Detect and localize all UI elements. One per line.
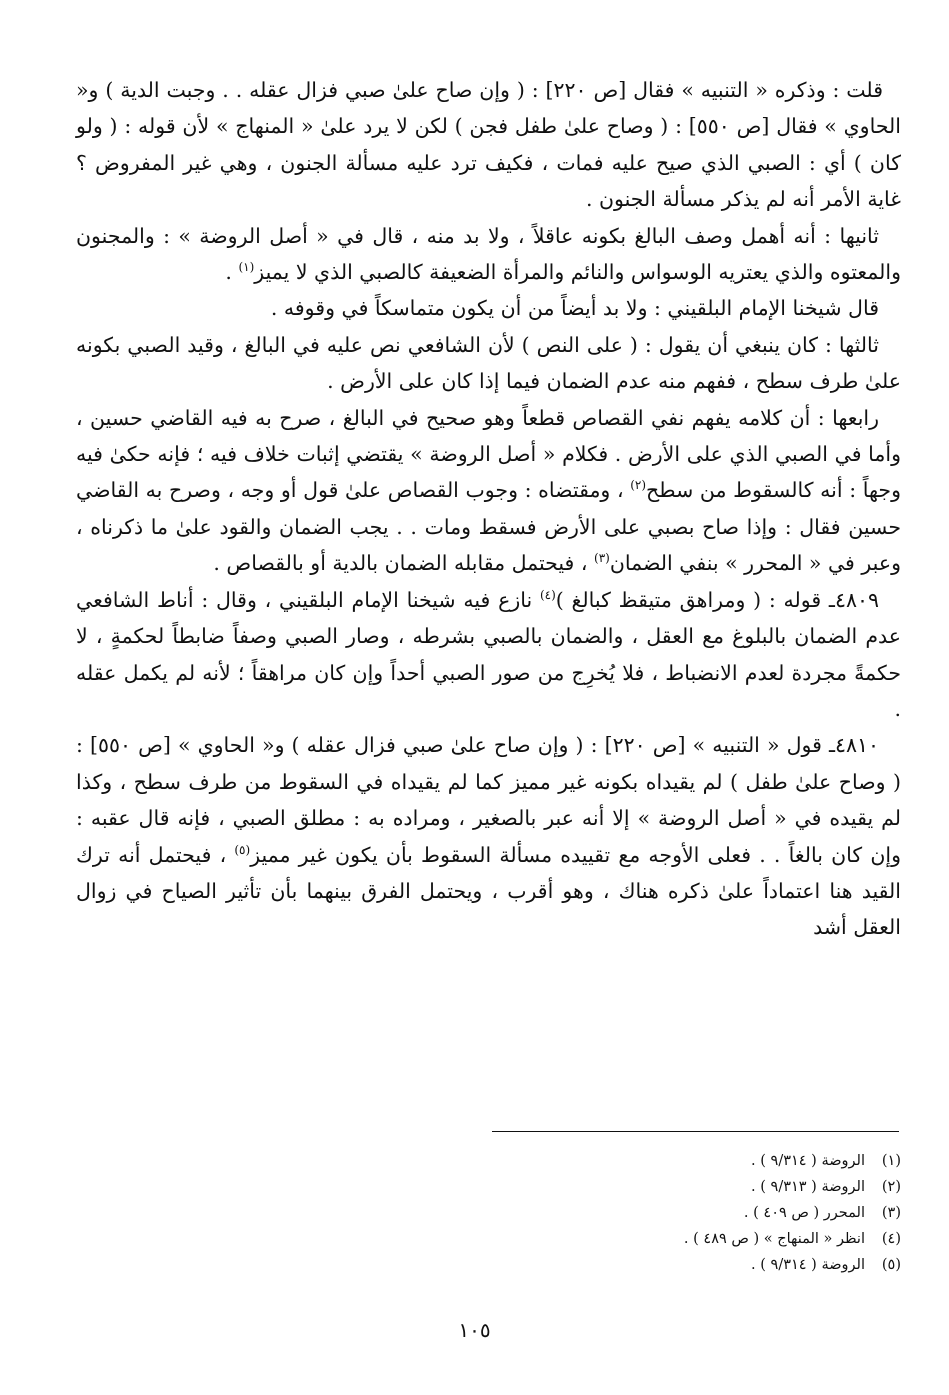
footnote-number: (١) xyxy=(881,1153,901,1169)
footnotes xyxy=(341,1148,901,1278)
footnote-item xyxy=(341,1200,901,1226)
footnote-text: انظر « المنهاج » ( ص ٤٨٩ ) . xyxy=(683,1231,865,1247)
page-number: ١٠٥ xyxy=(458,1318,491,1342)
footnote-text: الروضة ( ٩/٣١٣ ) . xyxy=(751,1179,865,1195)
paragraph-second: ثانيها : أنه أهمل وصف البالغ بكونه عاقلاً ، ولا بد منه ، قال في « أصل الروضة » : والمجنون والمعتوه والذي يعتريه الوسواس والنائم والمرأة الضعيفة كالصبي الذي لا يميز$^{(١)}$ . xyxy=(76,223,901,285)
footnote-item xyxy=(341,1174,901,1200)
footnote-mark: (٥) xyxy=(234,842,251,857)
footnote-mark: (٤) xyxy=(539,587,556,602)
footnote-text: المحرر ( ص ٤٠٩ ) . xyxy=(743,1205,865,1221)
footnote-text: الروضة ( ٩/٣١٤ ) . xyxy=(751,1153,865,1169)
footnote-item xyxy=(341,1148,901,1174)
footnote-mark: (١) xyxy=(238,260,255,275)
paragraph-4810: ٤٨١٠ـ قول « التنبيه » [ص ٢٢٠] : ( وإن صاح علىٰ صبي فزال عقله ) و« الحاوي » [ص ٥٥٠] : ( وصاح علىٰ طفل ) لم يقيداه بكونه غير مميز كما لم يقيداه في السقوط من طرف سطح ، وكذا لم يقيده في « أصل الروضة » إلا أنه عبر بالصغير ، ومراده به : مطلق الصبي ، فإنه قال عقبه : وإن كان بالغاً . . فعلى الأوجه مع تقييده مسألة السقوط بأن يكون غير مميز$^{(٥)}$ ، فيحتمل أنه ترك القيد هنا اعتماداً علىٰ ذكره هناك ، وهو أقرب ، ويحتمل الفرق بينهما بأن تأثير الصياح في زوال العقل أشد xyxy=(76,733,901,940)
paragraph-fourth: رابعها : أن كلامه يفهم نفي القصاص قطعاً وهو صحيح في البالغ ، صرح به فيه القاضي حسين ، وأما في الصبي الذي على الأرض . فكلام « أصل الروضة » يقتضي إثبات خلاف فيه ؛ فإنه حكىٰ فيه وجهاً : أنه كالسقوط من سطح$^{(٢)}$ ، ومقتضاه : وجوب القصاص علىٰ قول أو وجه ، وصرح به القاضي حسين فقال : وإذا صاح بصبي على الأرض فسقط ومات . . يجب الضمان والقود علىٰ ما ذكرناه ، وعبر في « المحرر » بنفي الضمان$^{(٣)}$ ، فيحتمل مقابله الضمان بالدية أو بالقصاص . xyxy=(76,405,901,576)
footnote-number: (٥) xyxy=(881,1257,901,1273)
paragraph-third: ثالثها : كان ينبغي أن يقول : ( على النص ) لأن الشافعي نص عليه في البالغ ، وقيد الصبي بكونه علىٰ طرف سطح ، ففهم منه عدم الضمان فيما إذا كان على الأرض . xyxy=(76,332,901,394)
footnote-item xyxy=(341,1252,901,1278)
footnote-number: (٣) xyxy=(881,1205,901,1221)
footnote-number: (٤) xyxy=(881,1231,901,1247)
main-text xyxy=(76,72,901,946)
footnote-text: الروضة ( ٩/٣١٤ ) . xyxy=(751,1257,865,1273)
footnote-mark: (٢) xyxy=(630,478,647,493)
footnote-separator xyxy=(492,1131,899,1132)
footnote-item xyxy=(341,1226,901,1252)
footnote-mark: (٣) xyxy=(594,551,610,566)
paragraph-4809: ٤٨٠٩ـ قوله : ( ومراهق متيقظ كبالغ )$^{(٤)}$ نازع فيه شيخنا الإمام البلقيني ، وقال : أناط الشافعي عدم الضمان بالبلوغ مع العقل ، والضمان بالصبي بشرطه ، وصار الصبي وصفاً ضابطاً لحكمةٍ ، لا حكمةً مجردة لعدم الانضباط ، فلا يُخرِج من صور الصبي أحداً وإن كان مراهقاً ؛ لأنه لم يكمل عقله . xyxy=(76,587,901,721)
footnote-number: (٢) xyxy=(881,1179,901,1195)
paragraph-remark: قلت : وذكره « التنبيه » فقال [ص ٢٢٠] : ( وإن صاح علىٰ صبي فزال عقله . . وجبت الدية ) و« الحاوي » فقال [ص ٥٥٠] : ( وصاح علىٰ طفل فجن ) لكن لا يرد علىٰ « المنهاج » لأن قوله : ( ولو كان ) أي : الصبي الذي صيح عليه فمات ، فكيف ترد عليه مسألة الجنون ، وهي غير المفروض ؟ غاية الأمر أنه لم يذكر مسألة الجنون . xyxy=(76,78,901,212)
paragraph-bulqini: قال شيخنا الإمام البلقيني : ولا بد أيضاً من أن يكون متماسكاً في وقوفه . xyxy=(270,296,879,321)
